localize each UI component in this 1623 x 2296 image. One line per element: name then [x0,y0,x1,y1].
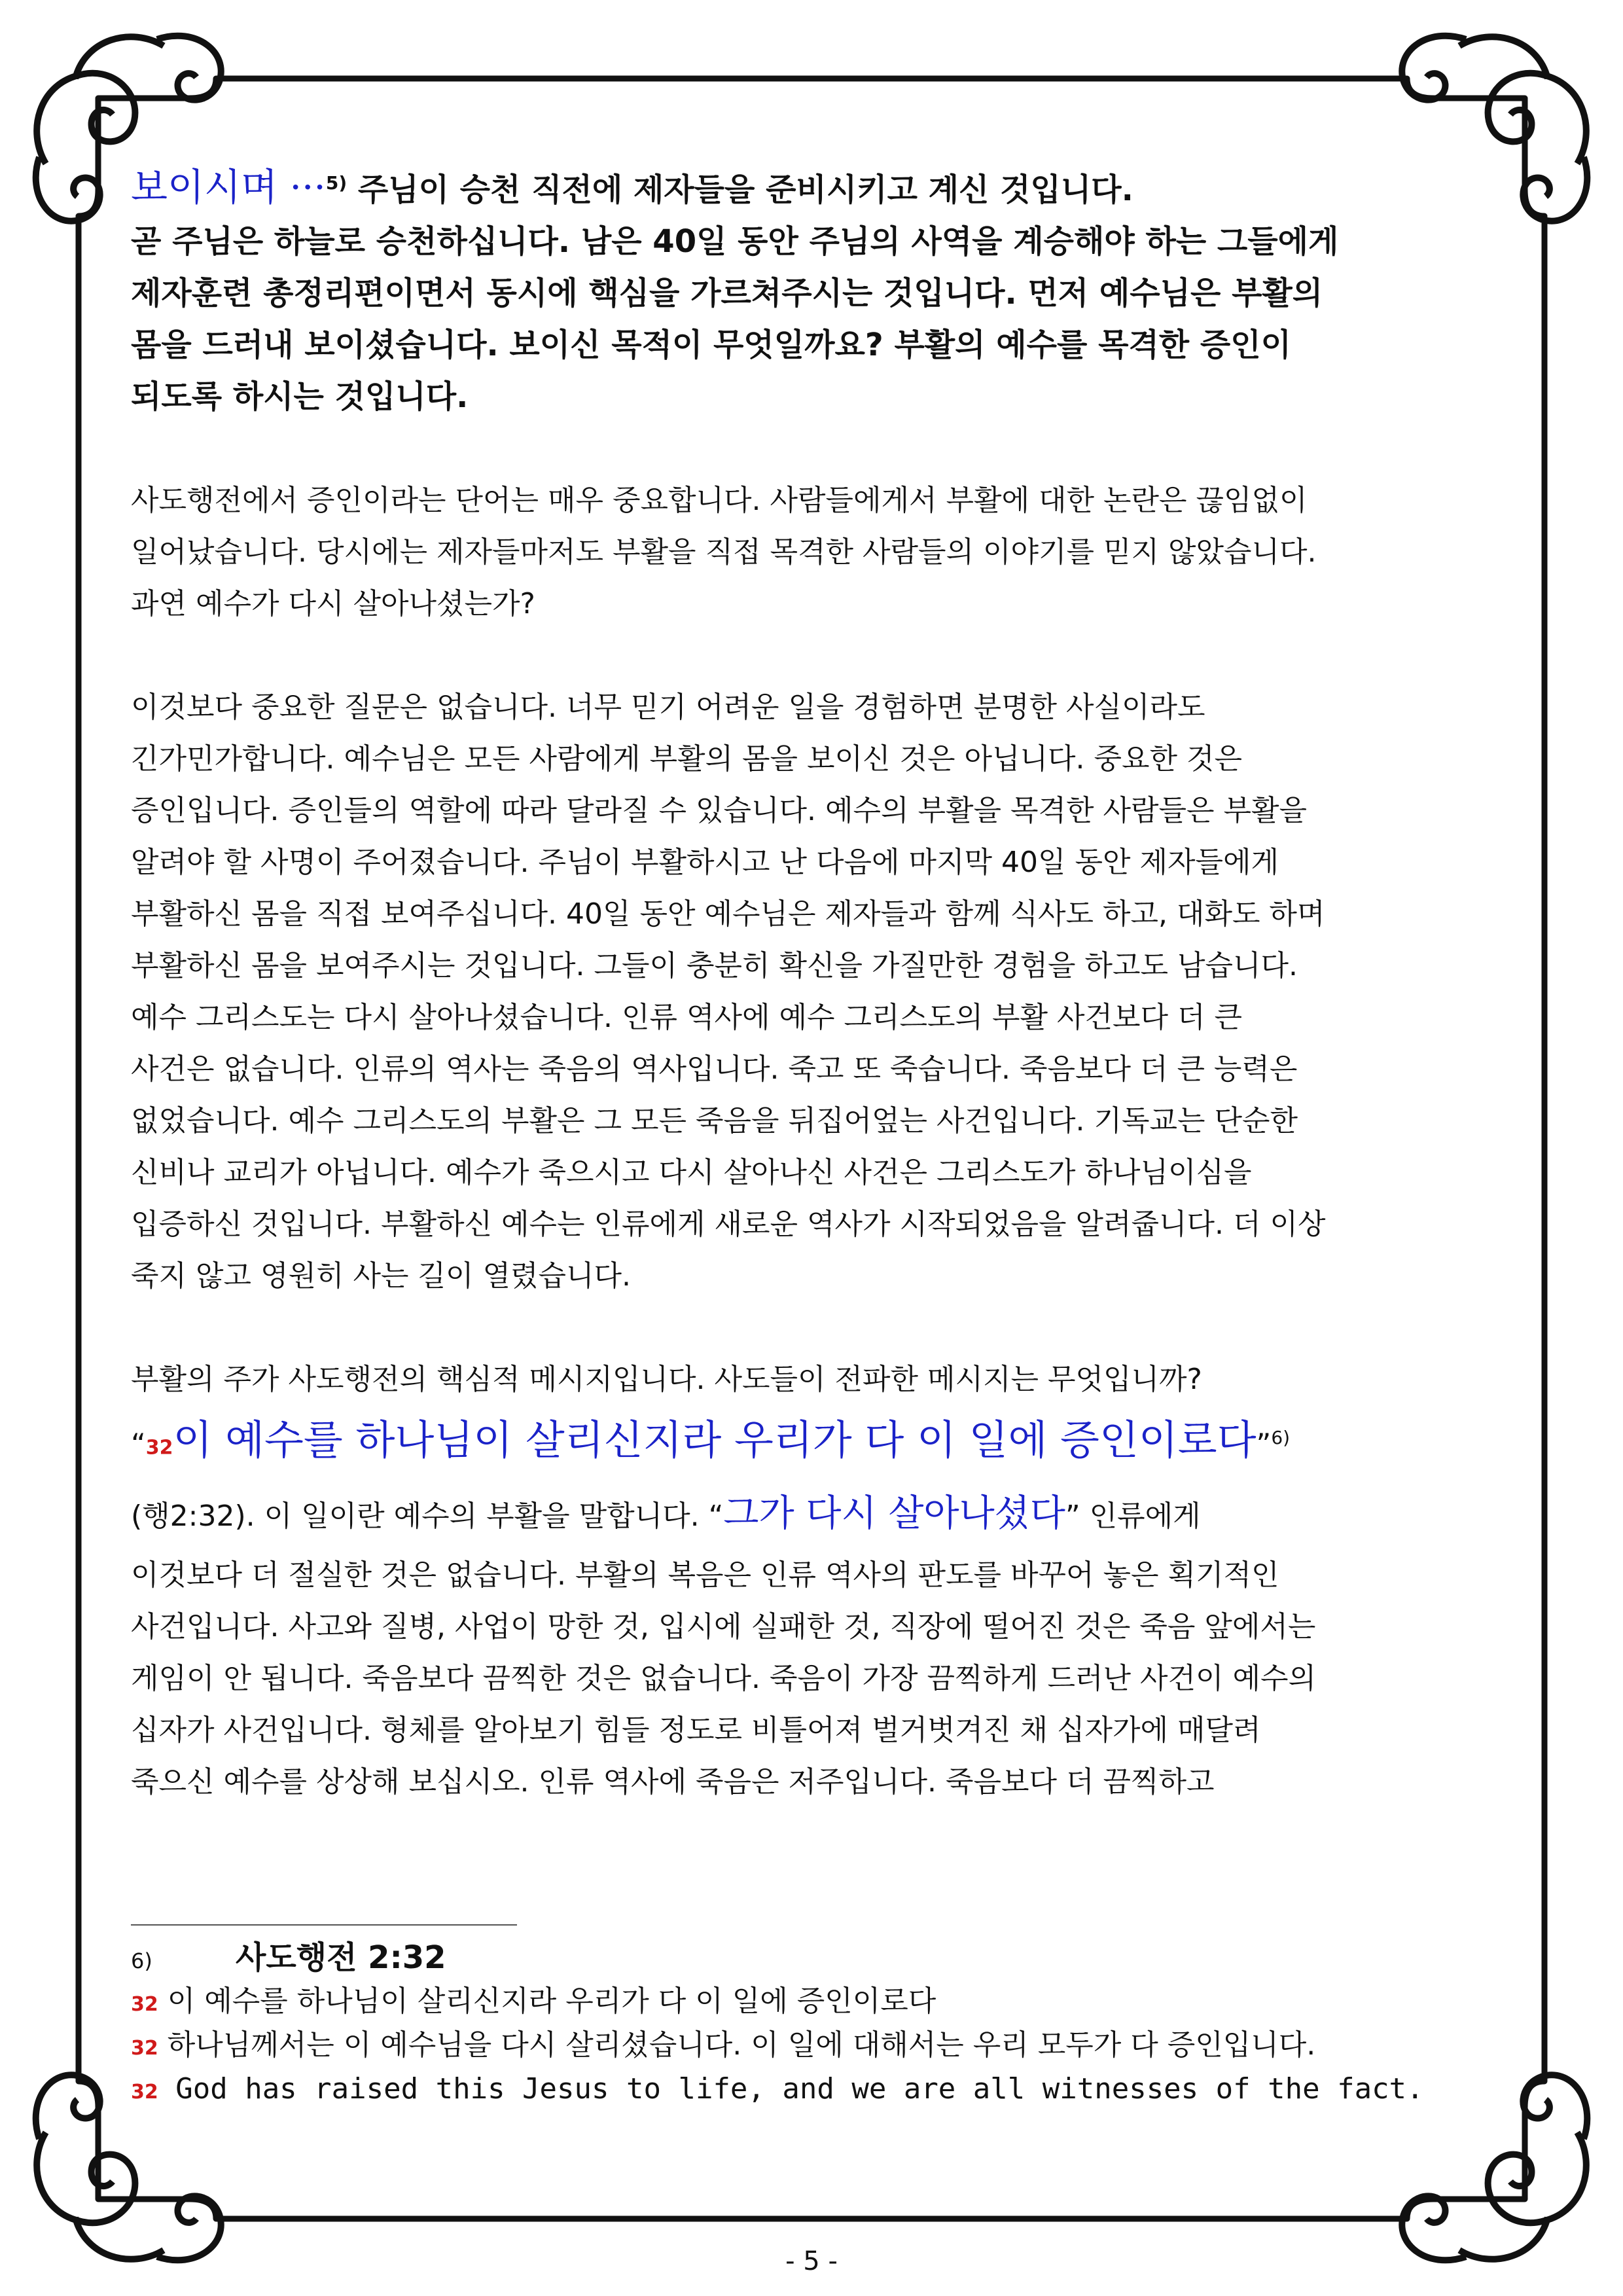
paragraph-line: 사건은 없습니다. 인류의 역사는 죽음의 역사입니다. 죽고 또 죽습니다. 죽음보다 더 큰 능력은 [131,1052,1298,1086]
verse-number: 32 [145,1436,173,1460]
reference-line: (행2:32). 이 일이란 예수의 부활을 말합니다. “그가 다시 살아나셨다” 인류에게 [131,1492,1201,1535]
paragraph-line: 부활하신 몸을 보여주시는 것입니다. 그들이 충분히 확신을 가질만한 경험을 하고도 남습니다. [131,949,1298,982]
intro-lead-line [131,157,1492,216]
paragraph-line: 일어났습니다. 당시에는 제자들마저도 부활을 직접 목격한 사람들의 이야기를 믿지 않았습니다. [131,535,1317,569]
paragraph-line: 부활하신 몸을 직접 보여주십니다. 40일 동안 예수님은 제자들과 함께 식사도 하고, 대화도 하며 [131,897,1325,931]
paragraph-line: 게임이 안 됩니다. 죽음보다 끔찍한 것은 없습니다. 죽음이 가장 끔찍하게 드러난 사건이 예수의 [131,1661,1316,1695]
paragraph-line: 예수 그리스도는 다시 살아나셨습니다. 인류 역사에 예수 그리스도의 부활 사건보다 더 큰 [131,1001,1242,1034]
paragraph-line: 십자가 사건입니다. 형체를 알아보기 힘들 정도로 비틀어져 벌거벗겨진 채 십자가에 매달려 [131,1713,1261,1747]
paragraph-line: 죽지 않고 영원히 사는 길이 열렸습니다. [131,1259,631,1293]
intro-line: 되도록 하시는 것입니다. [131,378,469,415]
footnote-verse-line: 32 이 예수를 하나님이 살리신지라 우리가 다 이 일에 증인이로다 [131,1984,936,2018]
footnote-ref-5: 5) [325,172,348,194]
paragraph-line: 부활의 주가 사도행전의 핵심적 메시지입니다. 사도들이 전파한 메시지는 무엇입니까? [131,1363,1202,1396]
footnote-heading [131,1937,1492,1981]
page-body [131,157,1492,1808]
footnote-ref-6: 6) [1271,1427,1291,1448]
footnote-divider [131,1924,517,1926]
paragraph-line: 없었습니다. 예수 그리스도의 부활은 그 모든 죽음을 뒤집어엎는 사건입니다. 기독교는 단순한 [131,1104,1298,1138]
footnote [131,1924,1492,2113]
paragraph-line: 이것보다 더 절실한 것은 없습니다. 부활의 복음은 인류 역사의 판도를 바꾸어 놓은 획기적인 [131,1558,1279,1592]
paragraph-line: 입증하신 것입니다. 부활하신 예수는 인류에게 새로운 역사가 시작되었음을 알려줍니다. 더 이상 [131,1208,1326,1241]
verse-text: 이 예수를 하나님이 살리신지라 우리가 다 이 일에 증인이로다 [173,1416,1257,1464]
paragraph-line: 알려야 할 사명이 주어졌습니다. 주님이 부활하시고 난 다음에 마지막 40일 동안 제자들에게 [131,846,1279,879]
footnote-mark: 6) [131,1948,152,1973]
page-number: - 5 - [785,2246,838,2276]
paragraph-line: 사건입니다. 사고와 질병, 사업이 망한 것, 입시에 실패한 것, 직장에 떨어진 것은 죽음 앞에서는 [131,1609,1316,1643]
paragraph-line: 신비나 교리가 아닙니다. 예수가 죽으시고 다시 살아나신 사건은 그리스도가 하나님이심을 [131,1156,1252,1189]
paragraph-line: 긴가민가합니다. 예수님은 모든 사람에게 부활의 몸을 보이신 것은 아닙니다. 중요한 것은 [131,742,1242,776]
paragraph-line: 사도행전에서 증인이라는 단어는 매우 중요합니다. 사람들에게서 부활에 대한 논란은 끊임없이 [131,484,1308,517]
intro-lead-blue: 보이시며 ··· [131,165,326,209]
intro-line: 몸을 드러내 보이셨습니다. 보이신 목적이 무엇일까요? 부활의 예수를 목격한 증인이 [131,327,1291,363]
footnote-verse-line: 32 God has raised this Jesus to life, and we are all witnesses of the fact. [131,2072,1424,2106]
paragraph-line: 과연 예수가 다시 살아나셨는가? [131,587,535,620]
intro-lead-rest: 주님이 승천 직전에 제자들을 준비시키고 계신 것입니다. [347,171,1133,208]
intro-line: 제자훈련 총정리편이면서 동시에 핵심을 가르쳐주시는 것입니다. 먼저 예수님은 부활의 [131,275,1323,312]
quoted-phrase: 그가 다시 살아나셨다 [723,1492,1065,1535]
footnote-reference: 사도행전 2:32 [236,1939,446,1976]
verse-quote: “32이 예수를 하나님이 살리신지라 우리가 다 이 일에 증인이로다”$^{6)}$ [131,1416,1291,1464]
intro-line: 곧 주님은 하늘로 승천하십니다. 남은 40일 동안 주님의 사역을 계승해야 하는 그들에게 [131,223,1339,260]
footnote-verse-line: 32 하나님께서는 이 예수님을 다시 살리셨습니다. 이 일에 대해서는 우리 모두가 다 증인입니다. [131,2028,1316,2062]
paragraph-line: 이것보다 중요한 질문은 없습니다. 너무 믿기 어려운 일을 경험하면 분명한 사실이라도 [131,691,1205,724]
paragraph-line: 죽으신 예수를 상상해 보십시오. 인류 역사에 죽음은 저주입니다. 죽음보다 더 끔찍하고 [131,1765,1215,1799]
paragraph-line: 증인입니다. 증인들의 역할에 따라 달라질 수 있습니다. 예수의 부활을 목격한 사람들은 부활을 [131,794,1307,827]
